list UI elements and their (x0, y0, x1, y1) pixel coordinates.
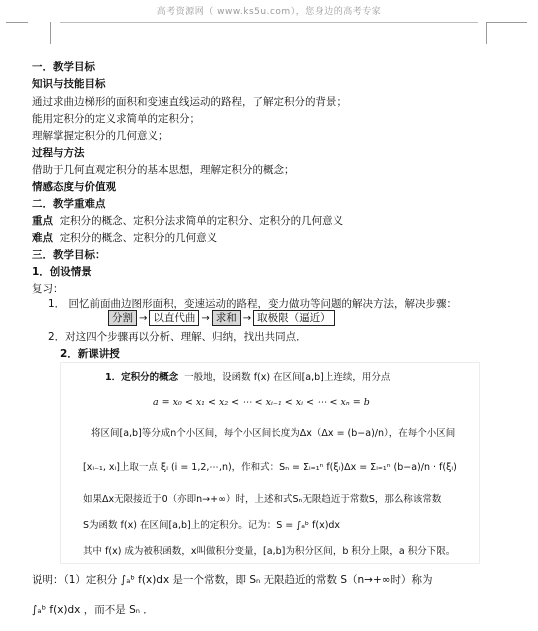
figure-line: 将区间[a,b]等分成n个小区间，每个小区间长度为Δx（Δx = (b−a)/n），在每个小区间 (91, 428, 456, 439)
section-heading-3: 三．教学目标： (32, 249, 106, 261)
subheading-new-lesson: 2．新课讲授 (60, 348, 120, 360)
sum-formula: [xᵢ₋₁, xᵢ]上取一点 ξᵢ (i = 1,2,⋯,n)，作和式：Sₙ = Σᵢ₌₁ⁿ f(ξᵢ)Δx = Σᵢ₌₁ⁿ (b−a)/n · f(ξᵢ) (83, 462, 457, 473)
step-box: 分割 (108, 310, 137, 326)
arrow-right-icon: → (201, 313, 210, 324)
review-item-2: 2．对这四个步骤再以分析、理解、归纳，找出共同点． (48, 331, 307, 343)
subheading-knowledge: 知识与技能目标 (32, 78, 106, 90)
figure-line (105, 369, 390, 383)
subheading-scenario: 1．创设情景 (32, 266, 92, 278)
note-line-2 (32, 602, 154, 617)
figure-line: S为函数 f(x) 在区间[a,b]上的定积分。记为：S = ∫ₐᵇ f(x)dx (83, 520, 341, 531)
partition-formula: a = x₀ < x₁ < x₂ < ⋯ < xᵢ₋₁ < xᵢ < ⋯ < xₙ = b (153, 397, 370, 408)
note-text: 说明：（1）定积分 ∫ₐᵇ f(x)dx 是一个常数，即 Sₙ 无限趋近的常数 S（n→+∞时）称为 (32, 574, 433, 586)
figure-line: 如果Δx无限接近于0（亦即n→+∞）时，上述和式Sₙ无限趋近于常数S，那么称该常数 (83, 494, 442, 505)
crop-mark-left (28, 22, 51, 44)
crop-mark-right-top (487, 22, 527, 45)
step-box: 取极限（逼近） (253, 310, 335, 326)
page-header: 高考资源网（ www.ks5u.com），您身边的高考专家 (156, 7, 382, 17)
key-point-line (32, 214, 343, 228)
step-box: 求和 (212, 310, 241, 326)
note-text: ∫ₐᵇ f(x)dx ，而不是 Sₙ ． (32, 604, 154, 616)
review-item-1: 1． 回忆前面曲边图形面积，变速运动的路程，变力做功等问题的解决方法，解决步骤： (48, 298, 458, 310)
header-rule (60, 22, 478, 23)
section-heading-2: 二．教学重难点 (32, 198, 106, 210)
key-point-text: 定积分的概念、定积分法求简单的定积分、定积分的几何意义 (59, 215, 344, 227)
text-line: 借助于几何直观定积分的基本思想，理解定积分的概念； (32, 164, 295, 176)
arrow-right-icon: → (139, 313, 148, 324)
difficult-point-line (32, 231, 217, 245)
subheading-attitude: 情感态度与价值观 (32, 181, 116, 193)
definition-figure (60, 362, 480, 564)
difficult-point-label: 难点 (32, 232, 53, 244)
figure-title: 1．定积分的概念 (105, 372, 179, 383)
section-heading-1: 一．教学目标 (32, 61, 95, 73)
step-box: 以直代曲 (149, 310, 199, 326)
key-point-label: 重点 (32, 215, 53, 227)
figure-line: 其中 f(x) 成为被积函数，x叫做积分变量，[a,b]为积分区间，b 积分上限，a 积分下限。 (83, 546, 456, 557)
subheading-process: 过程与方法 (32, 147, 85, 159)
figure-text: 一般地，设函数 f(x) 在区间[a,b]上连续，用分点 (184, 372, 391, 383)
steps-flow (108, 310, 337, 326)
difficult-point-text: 定积分的概念、定积分的几何意义 (59, 232, 218, 244)
text-line: 理解掌握定积分的几何意义； (32, 130, 169, 142)
arrow-right-icon: → (242, 313, 252, 324)
review-label: 复习： (32, 283, 64, 295)
text-line: 能用定积分的定义求简单的定积分； (32, 113, 200, 125)
text-line: 通过求曲边梯形的面积和变速直线运动的路程，了解定积分的背景； (32, 96, 347, 108)
note-line-1 (32, 572, 433, 587)
crop-mark-left-top (6, 22, 28, 45)
